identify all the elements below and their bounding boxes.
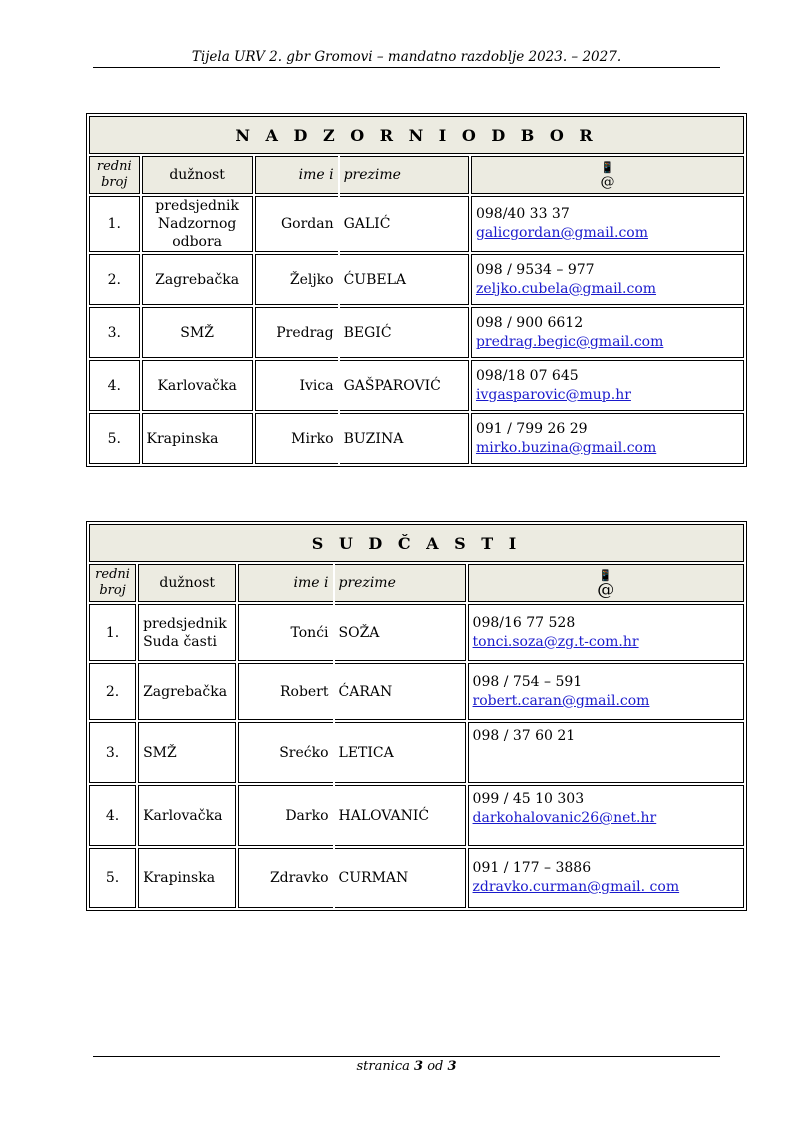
row-duty: Karlovačka — [142, 360, 253, 411]
row-surname: GALIĆ — [340, 196, 469, 252]
column-header-contact — [468, 564, 744, 602]
column-header-name: ime i — [255, 156, 338, 194]
table-row — [89, 254, 744, 305]
row-email-link[interactable]: tonci.soza@zg.t-com.hr — [472, 633, 639, 650]
page-footer — [93, 1059, 720, 1074]
row-surname: CURMAN — [335, 848, 466, 908]
row-duty: Zagrebačka — [142, 254, 253, 305]
row-number: 4. — [89, 360, 140, 411]
footer-divider — [93, 1056, 720, 1057]
table-row — [89, 848, 744, 908]
row-email-link[interactable]: robert.caran@gmail.com — [472, 692, 650, 709]
row-contact — [471, 254, 744, 305]
at-sign-icon: @ — [600, 174, 615, 190]
row-number: 1. — [89, 196, 140, 252]
row-phone: 098 / 9534 – 977 — [475, 261, 595, 278]
row-email-link[interactable]: ivgasparovic@mup.hr — [475, 386, 631, 403]
row-number: 3. — [89, 307, 140, 358]
row-first-name: Predrag — [255, 307, 338, 358]
column-header-no: redni broj — [89, 564, 136, 602]
row-surname: SOŽA — [335, 604, 466, 661]
at-sign-icon: @ — [597, 579, 615, 600]
row-contact — [471, 413, 744, 464]
row-email-link[interactable]: predrag.begic@gmail.com — [475, 333, 664, 350]
row-first-name: Željko — [255, 254, 338, 305]
row-phone: 098 / 37 60 21 — [472, 728, 576, 744]
footer-middle: od — [423, 1059, 448, 1074]
row-surname: ĆUBELA — [340, 254, 469, 305]
row-number: 3. — [89, 722, 136, 783]
row-phone: 098 / 754 – 591 — [472, 673, 583, 690]
row-contact — [471, 196, 744, 252]
row-duty: Karlovačka — [138, 785, 236, 846]
row-first-name: Mirko — [255, 413, 338, 464]
header-divider — [93, 67, 720, 68]
row-number: 4. — [89, 785, 136, 846]
column-header-contact — [471, 156, 744, 194]
table-row — [89, 307, 744, 358]
row-first-name: Robert — [238, 663, 332, 720]
row-surname: BUZINA — [340, 413, 469, 464]
row-email-link[interactable]: mirko.buzina@gmail.com — [475, 439, 657, 456]
footer-prefix: stranica — [356, 1059, 415, 1074]
row-phone: 098 / 900 6612 — [475, 314, 584, 331]
column-header-duty: dužnost — [138, 564, 236, 602]
row-contact — [471, 307, 744, 358]
row-contact — [468, 722, 744, 783]
table-row — [89, 196, 744, 252]
row-email-link[interactable]: zdravko.curman@gmail. com — [472, 879, 680, 895]
row-surname: HALOVANIĆ — [335, 785, 466, 846]
current-page-number: 3 — [414, 1059, 424, 1074]
row-contact — [468, 848, 744, 908]
page-header: Tijela URV 2. gbr Gromovi – mandatno razdoblje 2023. – 2027. — [191, 49, 622, 65]
row-number: 5. — [89, 413, 140, 464]
table-row — [89, 360, 744, 411]
nadzorni-odbor-title: N A D Z O R N I O D B O R — [89, 116, 744, 154]
table-row — [89, 413, 744, 464]
column-header-surname: prezime — [335, 564, 466, 602]
column-header-surname: prezime — [340, 156, 469, 194]
row-duty: Krapinska — [142, 413, 253, 464]
row-first-name: Ivica — [255, 360, 338, 411]
row-phone: 098/16 77 528 — [472, 614, 576, 631]
row-phone: 099 / 45 10 303 — [472, 791, 585, 807]
column-header-no: redni broj — [89, 156, 140, 194]
row-duty: predsjednik Nadzornog odbora — [142, 196, 253, 252]
table-row — [89, 604, 744, 661]
sud-casti-title: S U D Č A S T I — [89, 524, 744, 562]
column-header-name: ime i — [238, 564, 332, 602]
sud-casti-table — [86, 521, 747, 911]
row-number: 2. — [89, 254, 140, 305]
table-row — [89, 785, 744, 846]
row-first-name: Zdravko — [238, 848, 332, 908]
row-contact — [468, 604, 744, 661]
row-first-name: Gordan — [255, 196, 338, 252]
row-contact — [471, 360, 744, 411]
row-contact — [468, 785, 744, 846]
row-phone: 098/40 33 37 — [475, 206, 570, 222]
row-number: 5. — [89, 848, 136, 908]
column-header-row — [89, 564, 744, 602]
row-number: 2. — [89, 663, 136, 720]
row-contact — [468, 663, 744, 720]
table-row — [89, 722, 744, 783]
table-row — [89, 663, 744, 720]
row-email-link[interactable]: galicgordan@gmail.com — [475, 225, 649, 241]
row-first-name: Tonći — [238, 604, 332, 661]
row-duty: predsjednik Suda časti — [138, 604, 236, 661]
row-surname: LETICA — [335, 722, 466, 783]
row-phone: 098/18 07 645 — [475, 367, 579, 384]
row-first-name: Darko — [238, 785, 332, 846]
row-surname: BEGIĆ — [340, 307, 469, 358]
row-phone: 091 / 799 26 29 — [475, 420, 588, 437]
row-duty: SMŽ — [138, 722, 236, 783]
row-surname: GAŠPAROVIĆ — [340, 360, 469, 411]
row-number: 1. — [89, 604, 136, 661]
mobile-phone-icon: 📱 — [600, 161, 615, 174]
column-header-row — [89, 156, 744, 194]
row-first-name: Srećko — [238, 722, 332, 783]
row-duty: Zagrebačka — [138, 663, 236, 720]
row-email-link[interactable]: darkohalovanic26@net.hr — [472, 810, 657, 826]
total-page-number: 3 — [447, 1059, 457, 1074]
row-surname: ĆARAN — [335, 663, 466, 720]
nadzorni-odbor-table — [86, 113, 747, 467]
column-header-duty: dužnost — [142, 156, 253, 194]
row-phone: 091 / 177 – 3886 — [472, 860, 592, 876]
row-duty: Krapinska — [138, 848, 236, 908]
row-duty: SMŽ — [142, 307, 253, 358]
row-email-link[interactable]: zeljko.cubela@gmail.com — [475, 280, 657, 297]
mobile-phone-icon: 📱 — [598, 568, 613, 582]
